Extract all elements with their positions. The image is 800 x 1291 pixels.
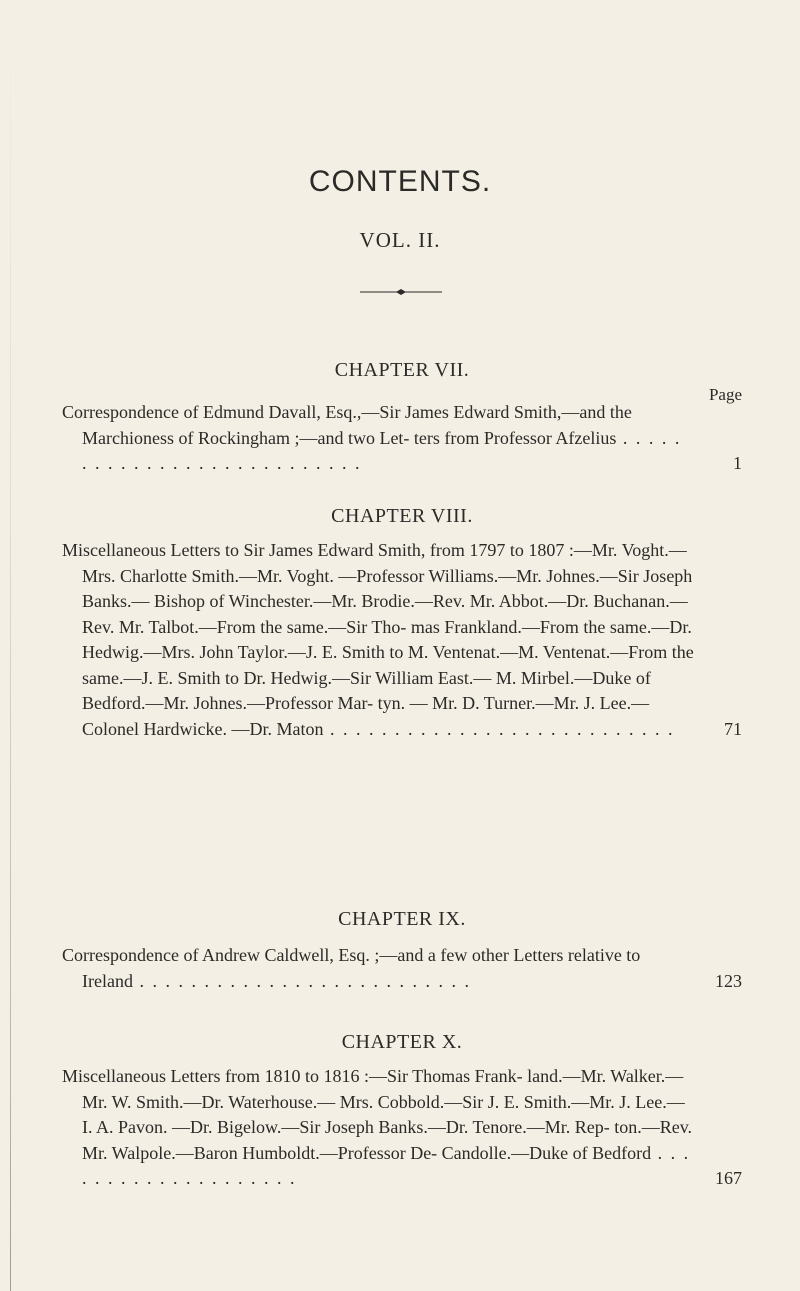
entry-text: Correspondence of Edmund Davall, Esq.,—Sir James Edward Smith,—and the Marchioness of Rockingham ;—and two Let- ters from Professor Afzelius — [62, 402, 632, 448]
leader-dots: . . . . . . . . . . . . . . . . . . . . . . . . . . — [132, 970, 471, 991]
entry-text: Miscellaneous Letters from 1810 to 1816 :—Sir Thomas Frank- land.—Mr. Walker.—Mr. W. Smith.—Dr. Waterhouse.— Mrs. Cobbold.—Sir J. E. Smith.—Mr. J. Lee.—I. A. Pavon. —Dr. Bigelow.—Sir Joseph Banks.—Dr. Tenore.—Mr. Rep- ton.—Rev. Mr. Walpole.—Baron Humboldt.—Professor De- Candolle.—Duke of Bedford — [62, 1066, 693, 1163]
chapter-8 — [62, 504, 742, 742]
chapter-entry[interactable] — [62, 400, 742, 477]
chapter-entry[interactable] — [62, 538, 742, 742]
chapter-title: CHAPTER VII. — [334, 359, 470, 381]
chapter-title: CHAPTER VIII. — [331, 505, 473, 527]
chapter-9 — [62, 907, 742, 994]
contents-heading: CONTENTS. — [308, 165, 492, 198]
chapter-10 — [62, 1030, 742, 1192]
entry-page-number: 167 — [715, 1168, 742, 1188]
page-column-label: Page — [708, 385, 742, 404]
ornament-divider-icon — [360, 289, 442, 295]
chapter-entry[interactable] — [62, 1064, 742, 1192]
leader-dots: . . . . . . . . . . . . . . . . . . . . . . . . . . . — [82, 427, 682, 473]
entry-page-number: 123 — [715, 970, 742, 991]
chapter-title: CHAPTER IX. — [338, 908, 466, 930]
leader-dots: . . . . . . . . . . . . . . . . . . . . — [82, 1142, 691, 1188]
chapter-entry[interactable] — [62, 943, 742, 994]
entry-text: Correspondence of Andrew Caldwell, Esq. ;—and a few other Letters relative to Ireland — [62, 945, 641, 991]
chapter-7 — [62, 358, 742, 477]
entry-text: Miscellaneous Letters to Sir James Edward Smith, from 1797 to 1807 :—Mr. Voght.—Mrs. Charlotte Smith.—Mr. Voght. —Professor Williams.—Mr. Johnes.—Sir Joseph Banks.— Bishop of Winchester.—Mr. Brodie.—Rev. Mr. Abbot.—Dr. Buchanan.—Rev. Mr. Talbot.—From the same.—Sir Tho- mas Frankland.—From the same.—Dr. Hedwig.—Mrs. John Taylor.—J. E. Smith to M. Ventenat.—M. Ventenat.—From the same.—J. E. Smith to Dr. Hedwig.—Sir William East.— M. Mirbel.—Duke of Bedford.—Mr. Johnes.—Professor Mar- tyn. — Mr. D. Turner.—Mr. J. Lee.—Colonel Hardwicke. —Dr. Maton — [62, 540, 694, 739]
chapter-title: CHAPTER X. — [341, 1031, 463, 1053]
entry-page-number: 71 — [724, 718, 742, 739]
volume-heading: VOL. II. — [359, 228, 441, 252]
leader-dots: . . . . . . . . . . . . . . . . . . . . . . . . . . . — [323, 718, 675, 739]
entry-page-number: 1 — [733, 453, 742, 473]
